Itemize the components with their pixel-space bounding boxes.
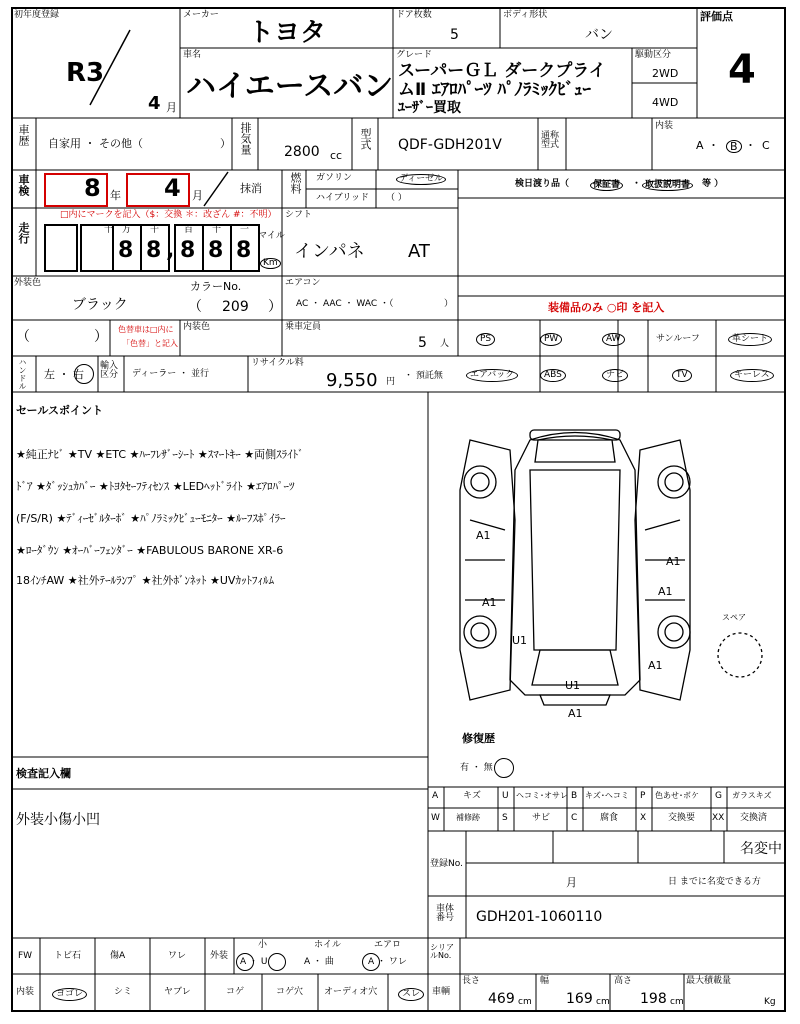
legend-a: A xyxy=(432,791,439,801)
equip-airbag: エアバック xyxy=(466,369,518,382)
change-note-1: 色替車は□内に xyxy=(118,325,174,334)
repair-none-circle xyxy=(494,758,514,778)
inspection-notes-text: 外装小傷小凹 xyxy=(16,812,100,828)
legend-xx: XX xyxy=(712,813,725,823)
handle-value: 左 ・ 右 xyxy=(44,368,84,381)
unit-ten-man: 十 xyxy=(104,225,114,235)
interior-label: 内装 xyxy=(655,121,674,131)
unit-man: 万 xyxy=(122,225,132,235)
exterior-label: 外装 xyxy=(210,951,229,961)
grade-score: 4 xyxy=(728,47,756,93)
legend-s-desc: サビ xyxy=(532,813,551,823)
capacity-unit: 人 xyxy=(440,339,450,349)
history-close: ） xyxy=(220,137,231,150)
aero-a-circle xyxy=(362,953,380,971)
legend-s: S xyxy=(502,813,508,823)
width-unit: cm xyxy=(596,997,610,1007)
legend-p-desc: 色あせ･ボケ xyxy=(655,791,699,800)
mark-left-door: A1 xyxy=(476,529,491,542)
mark-left-dent: U1 xyxy=(512,634,528,647)
equip-pw: PW xyxy=(540,333,562,346)
reg-month-unit: 月 xyxy=(166,101,177,114)
shift-label: シフト xyxy=(285,210,313,220)
docs-end: 等 ） xyxy=(702,179,724,189)
erased: 抹消 xyxy=(240,182,262,195)
mark-rear-dent: U1 xyxy=(565,679,581,692)
body-label: ボディ形状 xyxy=(503,10,548,20)
interior-row-label: 内装 xyxy=(16,987,35,997)
mark-left-rear: A1 xyxy=(482,596,497,609)
small-u-circle xyxy=(268,953,286,971)
drive-2wd: 2WD xyxy=(652,67,679,80)
fw-scratch: 傷A xyxy=(110,951,126,961)
wheel-label: ホイル xyxy=(314,940,342,950)
chassis-value: GDH201-1060110 xyxy=(476,909,603,925)
inspection-month: 4 xyxy=(164,174,181,202)
legend-x-desc: 交換要 xyxy=(668,813,696,823)
mileage-digit-3: 8 xyxy=(180,238,196,263)
equip-aw: AW xyxy=(602,333,625,346)
mileage-digit-2: 8 xyxy=(146,238,162,263)
import-value: ディーラー ・ 並行 xyxy=(132,369,210,379)
grade-text-3: ﾕｰｻﾞｰ買取 xyxy=(398,100,461,116)
mark-rear-bumper: A1 xyxy=(568,707,583,720)
reg-label: 初年度登録 xyxy=(14,10,60,20)
serial-label: シリアルNo. xyxy=(430,943,454,960)
mark-right-door: A1 xyxy=(666,555,681,568)
car-name: ハイエースバン xyxy=(186,69,394,104)
small-label: 小 xyxy=(258,940,268,950)
legend-b-desc: キズ･ヘコミ xyxy=(585,791,629,800)
legend-g: G xyxy=(715,791,722,801)
load-unit: Kg xyxy=(764,997,776,1007)
mileage-comma: , xyxy=(166,238,175,263)
load-label: 最大積載量 xyxy=(686,976,732,986)
equip-ps: PS xyxy=(476,333,495,346)
unit-hyaku: 百 xyxy=(184,225,194,235)
inspection-label: 車検 xyxy=(17,174,30,196)
model-label: 型式 xyxy=(359,128,372,150)
legend-b: B xyxy=(571,791,578,801)
grade-label: グレード xyxy=(396,50,433,60)
recycle-label: リサイクル料 xyxy=(251,358,304,368)
import-label: 輸入区分 xyxy=(100,361,119,380)
sales-line-1: ★純正ﾅﾋﾞ ★TV ★ETC ★ﾊｰﾌﾚｻﾞｰｼｰﾄ ★ｽﾏｰﾄｷｰ ★両側ｽﾗｲﾄﾞ xyxy=(16,448,304,461)
equip-navi: ナビ xyxy=(602,369,628,382)
inspection-year: 8 xyxy=(84,174,101,202)
length-label: 長さ xyxy=(462,976,481,986)
aero-value: A ・ ワレ xyxy=(368,957,407,967)
ext-paren-close: ） xyxy=(94,329,108,345)
recycle-unit: 円 xyxy=(386,377,396,387)
recycle: 9,550 xyxy=(326,370,378,391)
auction-sheet: 初年度登録 R3 4 月 メーカー トヨタ ドア枚数 5 ボディ形状 バン 評価点 4 車名 ハイエースバン グレード スーパーＧＬ ダークプライ ムⅡ ｴｱﾛﾊﾟｰﾂ ﾊﾟﾉﾗﾐｯｸﾋﾞｭｰ ﾕｰｻﾞｰ買取 駆動区分 2WD 4WD 車歴 自家用 ・ その他（ ） 排気量 2800 cc 型式 QDF-GDH201V 通称型式 内装 A ・ B ・ C 車検 8 年 4 月 抹消 燃料 ガソリン ディーゼル ハイブリッド （ ） 検日渡り品（ 保証書 ・ 取扱説明書 等 ） 走行 □内にマークを記入（$：交換 ＊：改ざん #：不明） 十 万 千 百 十 一 8 8 , 8 8 8 マイル Km シフト インパネ AT 外装色 ブラック カラーNo. （ 209 ） エアコン AC ・ AAC ・ WAC ・（ ） （ ） 色替車は□内に 「色替」と記入 内装色 乗車定員 5 人 装備品のみ ○印 を記入 PS PW AW サンルーフ 革シート エアバック ABS ナビ TV キーレス ハンドル 左 ・ 右 輸入区分 ディーラー ・ 並行 リサイクル料 9,550 円 ・ 預託無 セールスポイント ★純正ﾅﾋﾞ ★TV ★ETC ★ﾊｰﾌﾚｻﾞｰｼｰﾄ ★ｽﾏｰﾄｷｰ ★両側ｽﾗｲﾄﾞ ﾄﾞｱ ★ﾀﾞｯｼｭｶﾊﾞｰ ★ﾄﾖﾀｾｰﾌﾃｨｾﾝｽ ★LEDﾍｯﾄﾞﾗｲﾄ ★ｴｱﾛﾊﾟｰﾂ (F/S/R) ★ﾃﾞｨｰｾﾞﾙﾀｰﾎﾞ ★ﾊﾟﾉﾗﾐｯｸﾋﾞｭｰﾓﾆﾀｰ ★ﾙｰﾌｽﾎﾟｲﾗｰ ★ﾛｰﾀﾞｳﾝ ★ｵｰﾊﾞｰﾌｪﾝﾀﾞｰ ★FABULOUS BARONE XR-6 18ｲﾝﾁAW ★社外ﾃｰﾙﾗﾝﾌﾟ ★社外ﾎﾞﾝﾈｯﾄ ★UVｶｯﾄﾌｨﾙﾑ A1 A1 A1 A1 U1 A1 U1 A1 スペア 修復歴 有 ・ 無 A キズ U ヘコミ･オサレ B キズ･ヘコミ P 色あせ･ボケ G ガラスキズ W 補修跡 S サビ C 腐食 X 交換要 XX 交換済 検査記入欄 外装小傷小凹 登録No. 名変中 月 日 までに名変できる方 車体番号 GDH201-1060110 FW トビ石 傷A ワレ 外装 小 A ・ U ホイル A ・ 曲 エアロ A ・ ワレ シリアルNo. 内装 ヨゴレ シミ ヤブレ コゲ コゲ穴 オーディオ穴 スレ 車輌 長さ 469 cm 幅 169 cm 高さ 198 cm 最大積載量 Kg xyxy=(0,0,800,1024)
reg-month: 4 xyxy=(148,93,161,114)
mileage-digit-1: 8 xyxy=(118,238,134,263)
shift-1: インパネ xyxy=(294,241,365,262)
ext-color-label: 外装色 xyxy=(14,278,42,288)
legend-u: U xyxy=(502,791,509,801)
interior-burn: コゲ xyxy=(226,987,245,997)
equipment-title: 装備品のみ ○印 を記入 xyxy=(548,301,665,314)
legend-x: X xyxy=(640,813,647,823)
grade-text-2: ムⅡ ｴｱﾛﾊﾟｰﾂ ﾊﾟﾉﾗﾐｯｸﾋﾞｭｰ xyxy=(398,80,592,100)
body: バン xyxy=(585,27,613,43)
wheel-value: A ・ 曲 xyxy=(304,957,334,967)
interior-c: C xyxy=(762,139,770,152)
repair-title: 修復歴 xyxy=(462,732,495,745)
change-note-2: 「色替」と記入 xyxy=(122,339,178,348)
interior-dirt: ヨゴレ xyxy=(52,988,87,1001)
spare-label: スペア xyxy=(722,613,746,622)
sales-line-4: ★ﾛｰﾀﾞｳﾝ ★ｵｰﾊﾞｰﾌｪﾝﾀﾞｰ ★FABULOUS BARONE XR-6 xyxy=(16,544,284,557)
size-label: 車輌 xyxy=(432,987,451,997)
drive-4wd: 4WD xyxy=(652,96,679,109)
sales-line-3: (F/S/R) ★ﾃﾞｨｰｾﾞﾙﾀｰﾎﾞ ★ﾊﾟﾉﾗﾐｯｸﾋﾞｭｰﾓﾆﾀｰ ★ﾙｰﾌｽﾎﾟｲﾗｰ xyxy=(16,512,286,525)
displacement-label: 排気量 xyxy=(239,122,252,155)
km-label: Km xyxy=(260,258,281,269)
grade-text-1: スーパーＧＬ ダークプライ xyxy=(398,61,606,81)
mileage-digit-4: 8 xyxy=(208,238,224,263)
ext-color: ブラック xyxy=(72,297,128,313)
interior-wear: スレ xyxy=(398,988,424,1001)
displacement-unit: cc xyxy=(330,149,343,162)
recycle-deposit: ・ 預託無 xyxy=(404,371,443,381)
handle-right-circle xyxy=(74,364,94,384)
legend-w-desc: 補修跡 xyxy=(456,813,480,822)
int-color-label: 内装色 xyxy=(183,322,211,332)
chassis-label: 車体番号 xyxy=(436,904,455,923)
fw-crack: ワレ xyxy=(168,951,187,961)
width-label: 幅 xyxy=(540,976,550,986)
equip-abs: ABS xyxy=(540,369,566,382)
legend-w: W xyxy=(431,813,440,823)
shift-2: AT xyxy=(408,241,430,262)
docs-label: 検日渡り品（ xyxy=(515,179,570,189)
unit-ju: 十 xyxy=(212,225,222,235)
doors-label: ドア枚数 xyxy=(396,10,432,20)
inspection-notes-title: 検査記入欄 xyxy=(16,767,71,780)
fw-chip: トビ石 xyxy=(54,951,82,961)
fuel-diesel: ディーゼル xyxy=(396,174,446,185)
ac-value: AC ・ AAC ・ WAC ・（ xyxy=(296,299,394,309)
drive-label: 駆動区分 xyxy=(635,50,672,60)
mileage-digit-blank xyxy=(44,224,78,272)
colorno-label: カラーNo. xyxy=(190,280,242,293)
inspection-month-unit: 月 xyxy=(192,189,203,202)
fuel-hybrid: ハイブリッド xyxy=(316,193,370,203)
history-value: 自家用 ・ その他（ xyxy=(48,137,143,150)
inspection-slash xyxy=(200,170,230,210)
legend-c-desc: 腐食 xyxy=(600,813,619,823)
width: 169 xyxy=(566,991,593,1007)
equip-leather: 革シート xyxy=(728,333,772,346)
sales-line-5: 18ｲﾝﾁAW ★社外ﾃｰﾙﾗﾝﾌﾟ ★社外ﾎﾞﾝﾈｯﾄ ★UVｶｯﾄﾌｨﾙﾑ xyxy=(16,574,274,587)
mileage-label: 走行 xyxy=(17,222,30,244)
grade-score-label: 評価点 xyxy=(700,10,733,23)
equip-keyless: キーレス xyxy=(730,369,774,382)
colorno: 209 xyxy=(222,299,249,315)
height: 198 xyxy=(640,991,667,1007)
ac-close: ） xyxy=(444,299,454,309)
ac-label: エアコン xyxy=(285,278,321,288)
legend-xx-desc: 交換済 xyxy=(740,813,768,823)
unit-sen: 千 xyxy=(150,225,160,235)
car-name-label: 車名 xyxy=(183,50,202,60)
capacity: 5 xyxy=(418,335,427,351)
length-unit: cm xyxy=(518,997,532,1007)
legend-c: C xyxy=(571,813,578,823)
vehicle-diagram xyxy=(460,430,762,705)
interior-b: B xyxy=(726,140,742,153)
aero-label: エアロ xyxy=(374,940,402,950)
capacity-label: 乗車定員 xyxy=(285,322,322,332)
handle-label: ハンドル xyxy=(18,358,27,390)
ext-paren-open: （ xyxy=(16,329,30,345)
inspection-year-unit: 年 xyxy=(110,189,121,202)
doors: 5 xyxy=(450,27,459,43)
name-change: 名変中 xyxy=(740,841,782,857)
mileage-note: □内にマークを記入（$：交換 ＊：改ざん #：不明） xyxy=(60,210,277,220)
height-unit: cm xyxy=(670,997,684,1007)
interior-burn-hole: コゲ穴 xyxy=(276,987,304,997)
common-label: 通称型式 xyxy=(541,131,560,150)
unit-ichi: 一 xyxy=(240,225,250,235)
fuel-gasoline: ガソリン xyxy=(316,173,353,183)
equip-sunroof: サンルーフ xyxy=(656,334,700,344)
displacement: 2800 xyxy=(284,144,320,160)
fuel-label: 燃料 xyxy=(289,172,302,194)
small-a-circle xyxy=(236,953,254,971)
sales-title: セールスポイント xyxy=(16,404,104,417)
registration-day-text: 日 までに名変できる方 xyxy=(668,877,761,887)
docs-manual: 取扱説明書 xyxy=(642,180,693,191)
legend-u-desc: ヘコミ･オサレ xyxy=(516,791,568,800)
mileage-digit-5: 8 xyxy=(236,238,252,263)
legend-p: P xyxy=(640,791,646,801)
legend-a-desc: キズ xyxy=(463,791,481,801)
reg-year: R3 xyxy=(66,58,105,88)
interior-stain: シミ xyxy=(114,987,133,997)
interior-audio-hole: オーディオ穴 xyxy=(324,987,378,997)
model: QDF-GDH201V xyxy=(398,137,502,153)
legend-g-desc: ガラスキズ xyxy=(732,791,772,800)
height-label: 高さ xyxy=(614,976,633,986)
equip-tv: TV xyxy=(672,369,692,382)
fuel-other: （ ） xyxy=(386,193,407,203)
history-label: 車歴 xyxy=(17,124,30,146)
interior-a: A xyxy=(696,139,704,152)
length: 469 xyxy=(488,991,515,1007)
fw-label: FW xyxy=(18,951,33,961)
registration-month: 月 xyxy=(566,876,577,889)
registration-label: 登録No. xyxy=(430,859,463,869)
small-value: A ・ U xyxy=(240,957,268,967)
mile-label: マイル xyxy=(258,231,285,241)
sales-line-2: ﾄﾞｱ ★ﾀﾞｯｼｭｶﾊﾞｰ ★ﾄﾖﾀｾｰﾌﾃｨｾﾝｽ ★LEDﾍｯﾄﾞﾗｲﾄ ★ｴｱﾛﾊﾟｰﾂ xyxy=(16,480,295,493)
maker-label: メーカー xyxy=(183,10,219,20)
interior-tear: ヤブレ xyxy=(164,987,191,997)
maker: トヨタ xyxy=(248,18,327,48)
colorno-open: （ xyxy=(188,299,202,315)
repair-value: 有 ・ 無 xyxy=(460,763,493,773)
docs-warranty: 保証書 xyxy=(590,180,623,191)
colorno-close: ） xyxy=(268,299,282,315)
mark-right-mid: A1 xyxy=(658,585,673,598)
mark-right-rear: A1 xyxy=(648,659,663,672)
